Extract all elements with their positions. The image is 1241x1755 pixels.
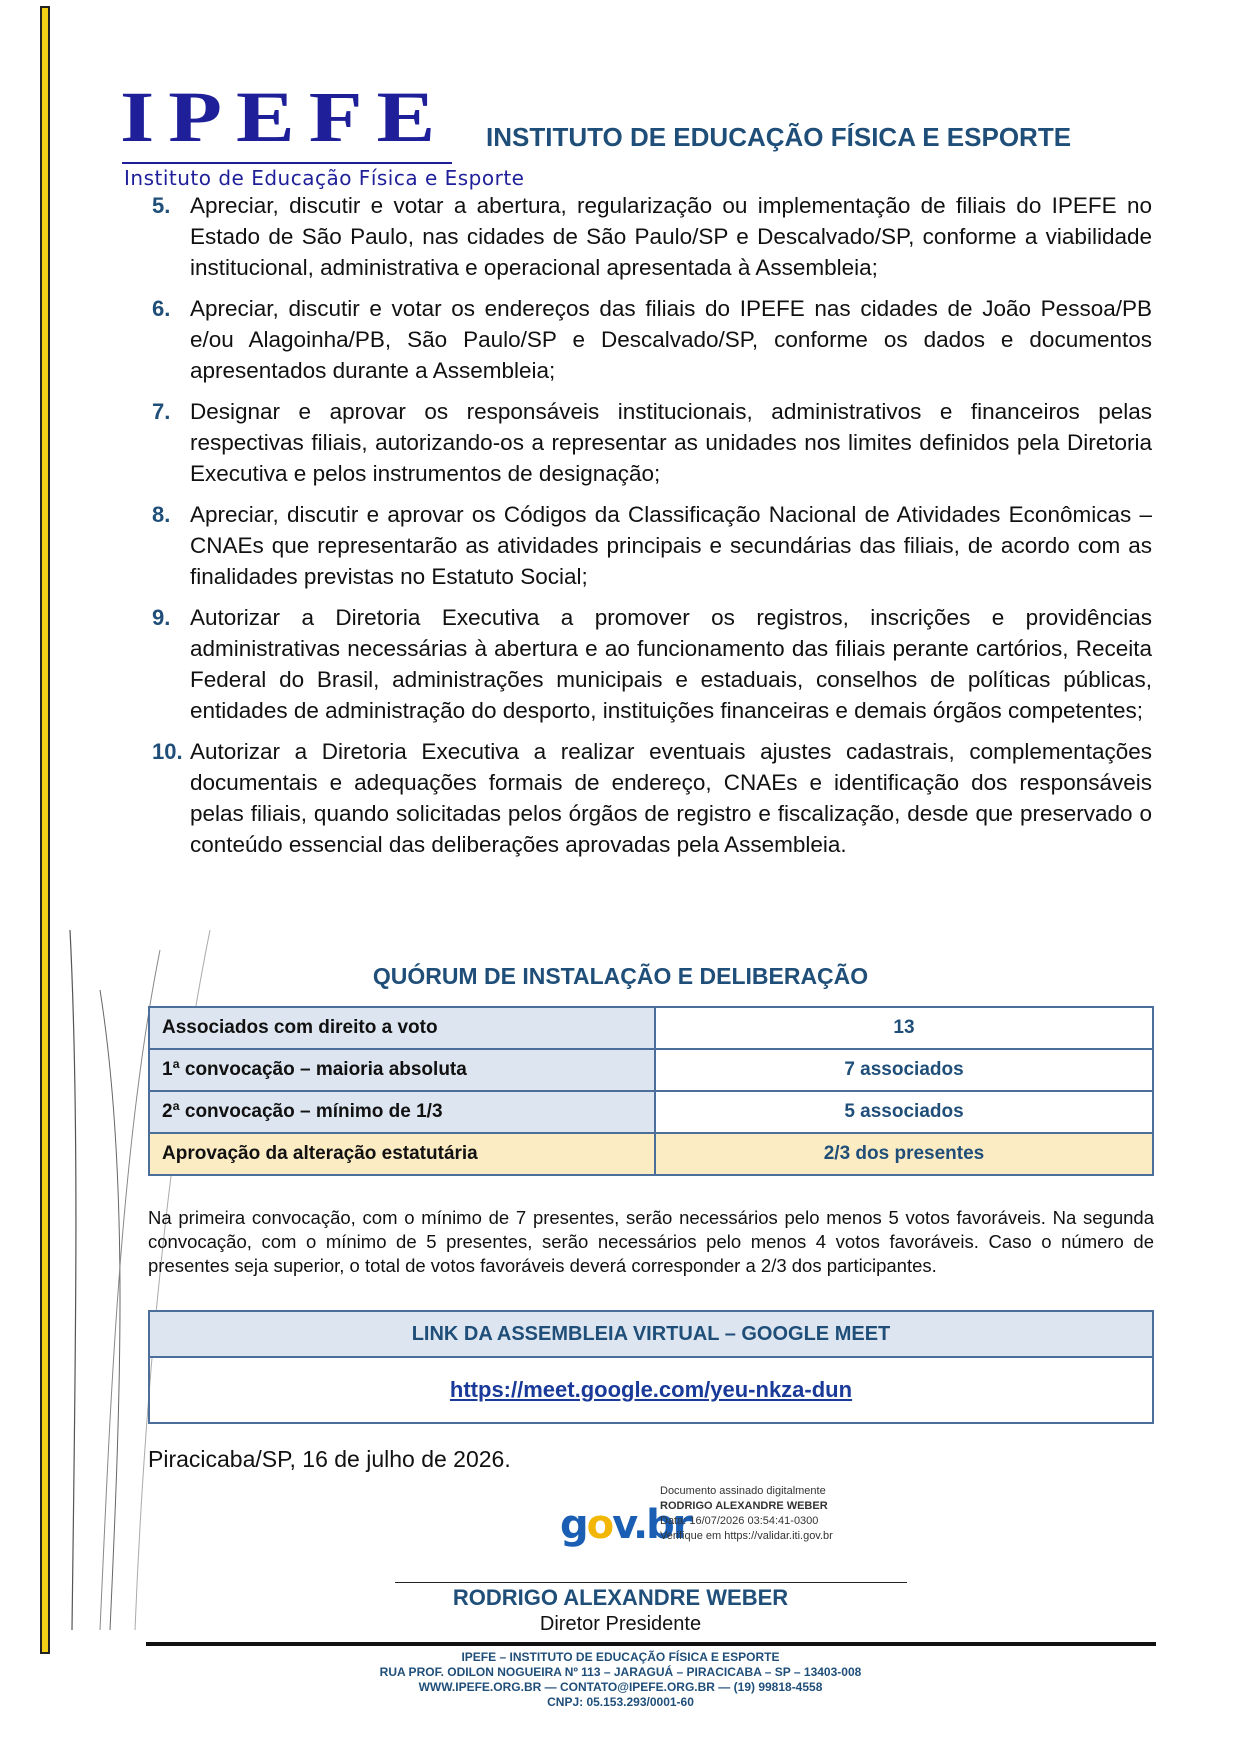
agenda-item-text: Apreciar, discutir e aprovar os Códigos da Classificação Nacional de Atividades Econômicas – CNAEs que representarão as atividades principais e secundárias das filiais, de acordo com as finalidades previstas no Estatuto Social; <box>190 502 1152 589</box>
agenda-item <box>152 499 1152 592</box>
quorum-label: 1ª convocação – maioria absoluta <box>149 1049 655 1091</box>
agenda-item-number: 9. <box>152 605 171 630</box>
meeting-link-box <box>148 1310 1154 1424</box>
agenda-item <box>152 602 1152 726</box>
agenda-list <box>152 190 1152 870</box>
agenda-item <box>152 293 1152 386</box>
ipefe-logo <box>120 77 525 190</box>
quorum-label: Aprovação da alteração estatutária <box>149 1133 655 1175</box>
signature-details <box>660 1484 833 1544</box>
quorum-label: 2ª convocação – mínimo de 1/3 <box>149 1091 655 1133</box>
meeting-link-title: LINK DA ASSEMBLEIA VIRTUAL – GOOGLE MEET <box>150 1312 1152 1358</box>
logo-subtitle: Instituto de Educação Física e Esporte <box>124 166 525 190</box>
table-row <box>149 1049 1153 1091</box>
quorum-value: 5 associados <box>655 1091 1153 1133</box>
side-bar-decoration <box>40 6 50 1654</box>
footer-line: WWW.IPEFE.ORG.BR — CONTATO@IPEFE.ORG.BR — (19) 99818-4558 <box>418 1680 823 1694</box>
signature-line: Verifique em https://validar.iti.gov.br <box>660 1530 833 1542</box>
signature-line: RODRIGO ALEXANDRE WEBER <box>660 1500 828 1512</box>
agenda-item-number: 7. <box>152 399 171 424</box>
logo-wordmark: IPEFE <box>120 77 450 158</box>
logo-rule <box>122 162 452 164</box>
signer-role: Diretor Presidente <box>539 1613 702 1635</box>
agenda-item-text: Apreciar, discutir e votar os endereços das filiais do IPEFE nas cidades de João Pessoa/PB e/ou Alagoinha/PB, São Paulo/SP e Descalvado/SP, conforme os dados e documentos apresentados durante a Assembleia; <box>190 296 1152 383</box>
digital-signature-stamp <box>560 1484 880 1556</box>
agenda-item-text: Autorizar a Diretoria Executiva a promover os registros, inscrições e providências administrativas necessárias à abertura e ao funcionamento das filiais perante cartórios, Receita Federal do Brasil, administrações municipais e estaduais, conselhos de políticas públicas, entidades de administração do desporto, instituições financeiras e demais órgãos competentes; <box>190 605 1152 723</box>
agenda-item-number: 8. <box>152 502 171 527</box>
agenda-item <box>152 736 1152 860</box>
agenda-item-text: Apreciar, discutir e votar a abertura, regularização ou implementação de filiais do IPEFE no Estado de São Paulo, nas cidades de São Paulo/SP e Descalvado/SP, conforme a viabilidade institucional, administrativa e operacional apresentada à Assembleia; <box>190 193 1152 280</box>
meeting-link[interactable]: https://meet.google.com/yeu-nkza-dun <box>449 1377 853 1402</box>
table-row <box>149 1091 1153 1133</box>
agenda-item-number: 6. <box>152 296 171 321</box>
footer-line: CNPJ: 05.153.293/0001-60 <box>547 1695 694 1709</box>
footer-line: RUA PROF. ODILON NOGUEIRA Nº 113 – JARAGUÁ – PIRACICABA – SP – 13403-008 <box>379 1665 862 1679</box>
institution-title: INSTITUTO DE EDUCAÇÃO FÍSICA E ESPORTE <box>486 122 1072 152</box>
table-row-highlighted <box>149 1133 1153 1175</box>
quorum-notes: Na primeira convocação, com o mínimo de 7 presentes, serão necessários pelo menos 5 votos favoráveis. Na segunda convocação, com o mínimo de 5 presentes, serão necessários pelo menos 4 votos favoráveis. Caso o número de presentes seja superior, o total de votos favoráveis deverá corresponder a 2/3 dos participantes. <box>148 1207 1154 1276</box>
agenda-item <box>152 396 1152 489</box>
agenda-item-text: Autorizar a Diretoria Executiva a realizar eventuais ajustes cadastrais, complementações documentais e adequações formais de endereço, CNAEs e identificação dos responsáveis pelas filiais, quando solicitadas pelos órgãos de registro e fiscalização, desde que preservado o conteúdo essencial das deliberações aprovadas pela Assembleia. <box>190 739 1152 857</box>
place-date: Piracicaba/SP, 16 de julho de 2026. <box>148 1446 511 1472</box>
govbr-logo: gov.br <box>560 1502 691 1548</box>
quorum-value: 7 associados <box>655 1049 1153 1091</box>
agenda-item-text: Designar e aprovar os responsáveis institucionais, administrativos e financeiros pelas respectivas filiais, autorizando-os a representar as unidades nos limites definidos pela Diretoria Executiva e pelos instrumentos de designação; <box>190 399 1152 486</box>
quorum-title: QUÓRUM DE INSTALAÇÃO E DELIBERAÇÃO <box>372 963 869 989</box>
quorum-label: Associados com direito a voto <box>149 1007 655 1049</box>
quorum-value: 13 <box>655 1007 1153 1049</box>
agenda-item-number: 10. <box>152 739 183 764</box>
footer-rule <box>146 1642 1156 1646</box>
agenda-item-number: 5. <box>152 193 171 218</box>
footer <box>0 1650 1241 1710</box>
footer-line: IPEFE – INSTITUTO DE EDUCAÇÃO FÍSICA E ESPORTE <box>461 1650 780 1664</box>
quorum-table <box>148 1006 1154 1176</box>
signer-name: RODRIGO ALEXANDRE WEBER <box>452 1585 789 1610</box>
signature-line-rule <box>395 1582 907 1583</box>
quorum-value: 2/3 dos presentes <box>655 1133 1153 1175</box>
signature-line: Documento assinado digitalmente <box>660 1485 826 1497</box>
table-row <box>149 1007 1153 1049</box>
signature-line: Data: 16/07/2026 03:54:41-0300 <box>660 1515 819 1527</box>
agenda-item <box>152 190 1152 283</box>
